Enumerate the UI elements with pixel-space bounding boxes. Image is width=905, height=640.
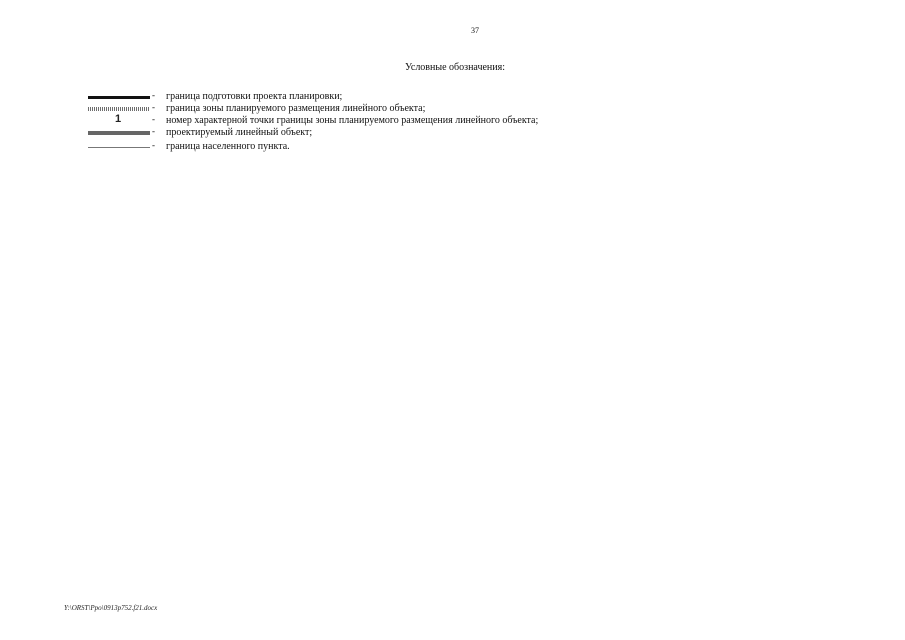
legend-dash: - (152, 126, 155, 136)
legend-item-planning-boundary (86, 91, 646, 103)
legend-description: граница населенного пункта. (166, 141, 290, 152)
point-number-label: 1 (114, 113, 122, 125)
legend-description: проектируемый линейный объект; (166, 127, 313, 138)
thick-black-line-symbol (86, 91, 150, 103)
thick-gray-line-icon (88, 131, 150, 135)
legend-dash: - (152, 114, 155, 124)
point-number-symbol (86, 115, 150, 127)
legend-item-settlement-boundary (86, 141, 646, 153)
legend-dash: - (152, 102, 155, 112)
thin-gray-line-symbol (86, 141, 150, 153)
legend-title: Условные обозначения: (405, 62, 506, 73)
legend-description: граница подготовки проекта планировки; (166, 91, 343, 102)
legend-item-zone-boundary (86, 103, 646, 115)
legend-description: номер характерной точки границы зоны планируемого размещения линейного объекта; (166, 115, 539, 126)
legend-dash: - (152, 90, 155, 100)
legend-item-point-number (86, 115, 646, 127)
page-number: 37 (471, 26, 479, 35)
thick-black-line-icon (88, 96, 150, 99)
legend-dash: - (152, 140, 155, 150)
footer-file-path: Y:\ORST\Ppo\0913p752.f21.docx (64, 604, 158, 612)
thin-gray-line-icon (88, 147, 150, 148)
dotted-pattern-line-icon (88, 107, 150, 111)
legend-item-linear-object (86, 127, 646, 139)
legend-description: граница зоны планируемого размещения линейного объекта; (166, 103, 426, 114)
thick-gray-line-symbol (86, 127, 150, 139)
